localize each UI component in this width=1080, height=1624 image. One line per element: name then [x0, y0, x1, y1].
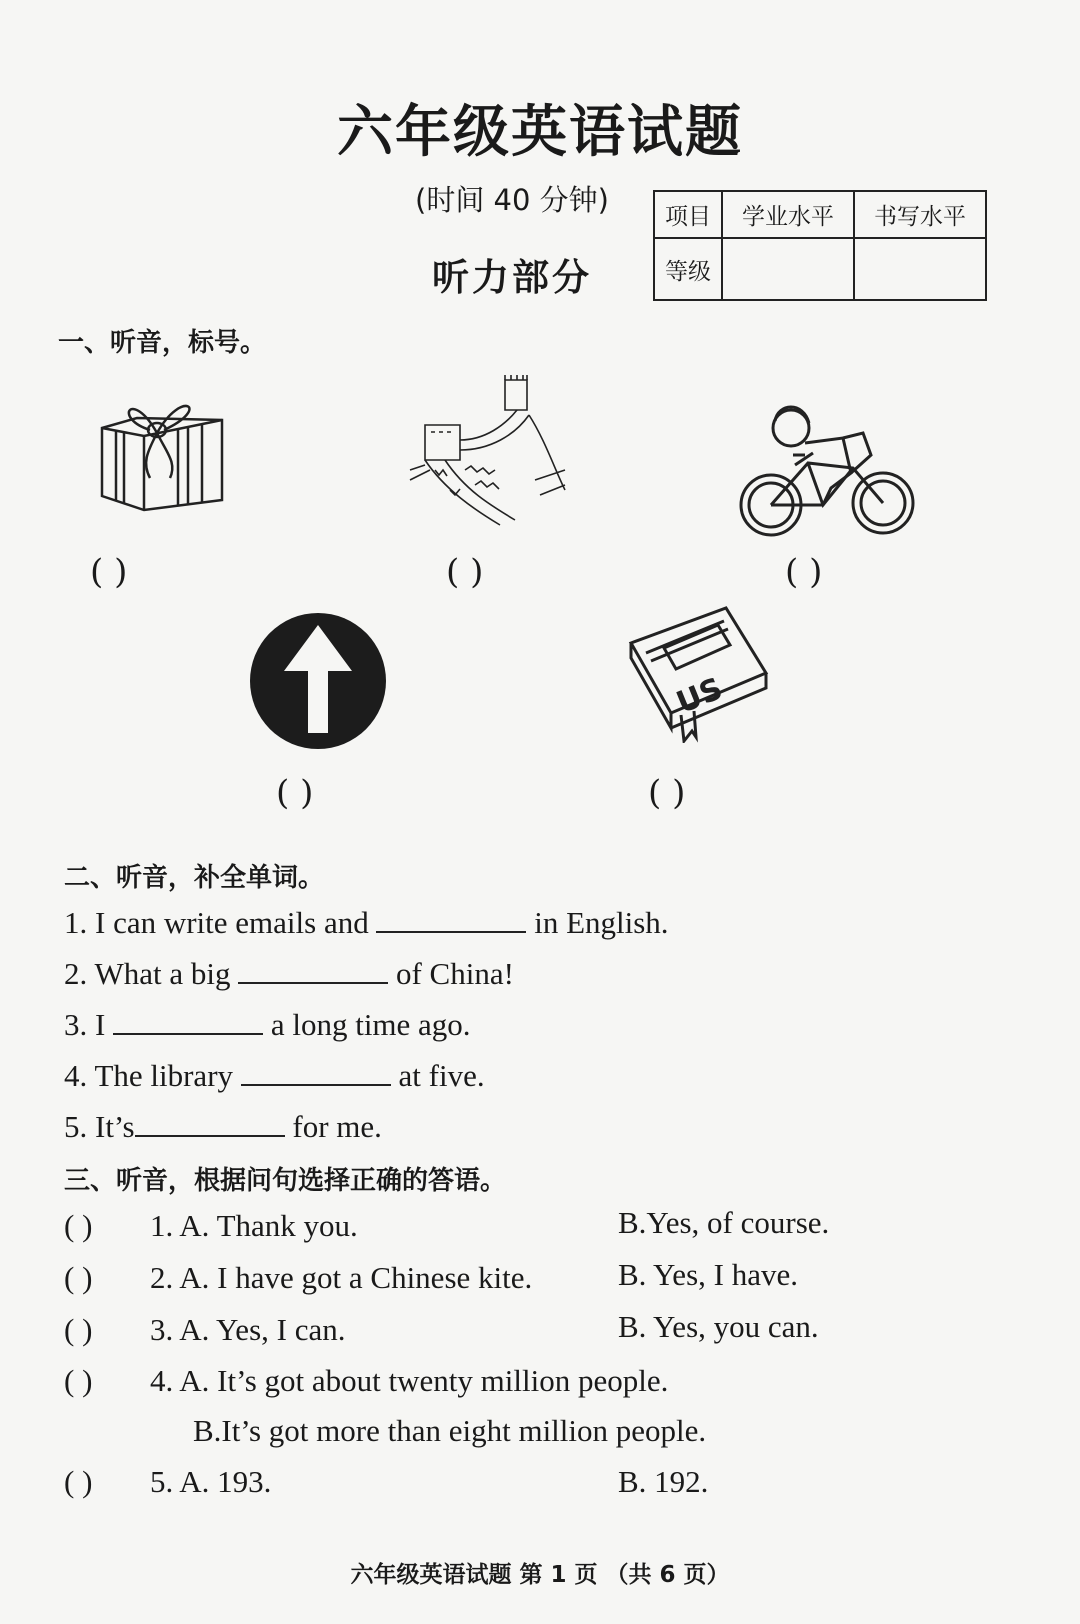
listening-section-title: 听力部分 [432, 256, 592, 299]
part2-item-5-post: for me. [292, 1109, 382, 1144]
part3-item-3-b: B. Yes, you can. [618, 1309, 819, 1344]
part3-item-1-a: 1. A. Thank you. [150, 1208, 358, 1243]
grade-table-header-academic: 学业水平 [722, 191, 854, 238]
part3-item-5-a: 5. A. 193. [150, 1464, 272, 1499]
part2-item-1-post: in English. [534, 905, 669, 940]
grade-cell-academic[interactable] [722, 238, 854, 300]
part3-item-5-b: B. 192. [618, 1464, 709, 1499]
page-title: 六年级英语试题 [337, 99, 743, 165]
part3-item-1-b: B.Yes, of course. [618, 1205, 830, 1240]
part2-item-5-pre: 5. It’s [64, 1109, 135, 1144]
page-footer: 六年级英语试题 第 1 页 （共 6 页） [350, 1562, 730, 1588]
part2-item-5 [64, 1107, 382, 1145]
go-straight-sign-icon [248, 611, 388, 751]
part2-item-1-pre: 1. I can write emails and [64, 905, 369, 940]
part1-answer-4[interactable]: ( ) [276, 773, 314, 813]
book-cover-text: US [671, 671, 728, 721]
part2-item-4 [64, 1056, 485, 1094]
part2-item-2-pre: 2. What a big [64, 956, 231, 991]
part2-heading: 二、听音，补全单词。 [64, 863, 325, 893]
grade-table [653, 190, 987, 301]
gift-box-icon [92, 378, 232, 523]
grade-table-header-writing: 书写水平 [854, 191, 986, 238]
grade-table-label-level: 等级 [654, 238, 722, 300]
part3-paren-5[interactable]: ( ) [64, 1464, 93, 1499]
part3-item-4-a: 4. A. It’s got about twenty million people. [150, 1363, 669, 1398]
part2-blank-1[interactable] [376, 903, 526, 933]
part1-answer-1[interactable]: ( ) [90, 552, 128, 592]
part2-item-2 [64, 954, 514, 992]
part2-blank-2[interactable] [238, 954, 388, 984]
part3-paren-1[interactable]: ( ) [64, 1208, 93, 1243]
part3-item-4-b: B.It’s got more than eight million people. [193, 1413, 707, 1448]
grade-cell-writing[interactable] [854, 238, 986, 300]
part1-answer-3[interactable]: ( ) [785, 552, 823, 592]
part3-item-3-a: 3. A. Yes, I can. [150, 1312, 346, 1347]
part2-item-3 [64, 1005, 471, 1043]
great-wall-icon [405, 370, 570, 530]
grade-table-header-item: 项目 [654, 191, 722, 238]
part2-blank-5[interactable] [135, 1107, 285, 1137]
boy-riding-bike-icon [733, 393, 923, 543]
part2-item-2-post: of China! [395, 956, 514, 991]
part2-item-3-post: a long time ago. [270, 1007, 471, 1042]
part1-answer-2[interactable]: ( ) [446, 552, 484, 592]
part1-heading: 一、听音，标号。 [58, 328, 267, 358]
part3-item-2-a: 2. A. I have got a Chinese kite. [150, 1260, 533, 1295]
part3-paren-3[interactable]: ( ) [64, 1312, 93, 1347]
part1-answer-5[interactable]: ( ) [648, 773, 686, 813]
part2-item-4-pre: 4. The library [64, 1058, 234, 1093]
time-limit: (时间 40 分钟) [415, 183, 609, 217]
part2-item-1 [64, 903, 669, 941]
part3-heading: 三、听音，根据问句选择正确的答语。 [64, 1166, 507, 1196]
part2-item-4-post: at five. [398, 1058, 485, 1093]
part3-paren-4[interactable]: ( ) [64, 1363, 93, 1398]
part2-item-3-pre: 3. I [64, 1007, 106, 1042]
us-book-icon [626, 603, 776, 743]
part3-paren-2[interactable]: ( ) [64, 1260, 93, 1295]
part2-blank-4[interactable] [241, 1056, 391, 1086]
part3-item-2-b: B. Yes, I have. [618, 1257, 798, 1292]
part2-blank-3[interactable] [113, 1005, 263, 1035]
